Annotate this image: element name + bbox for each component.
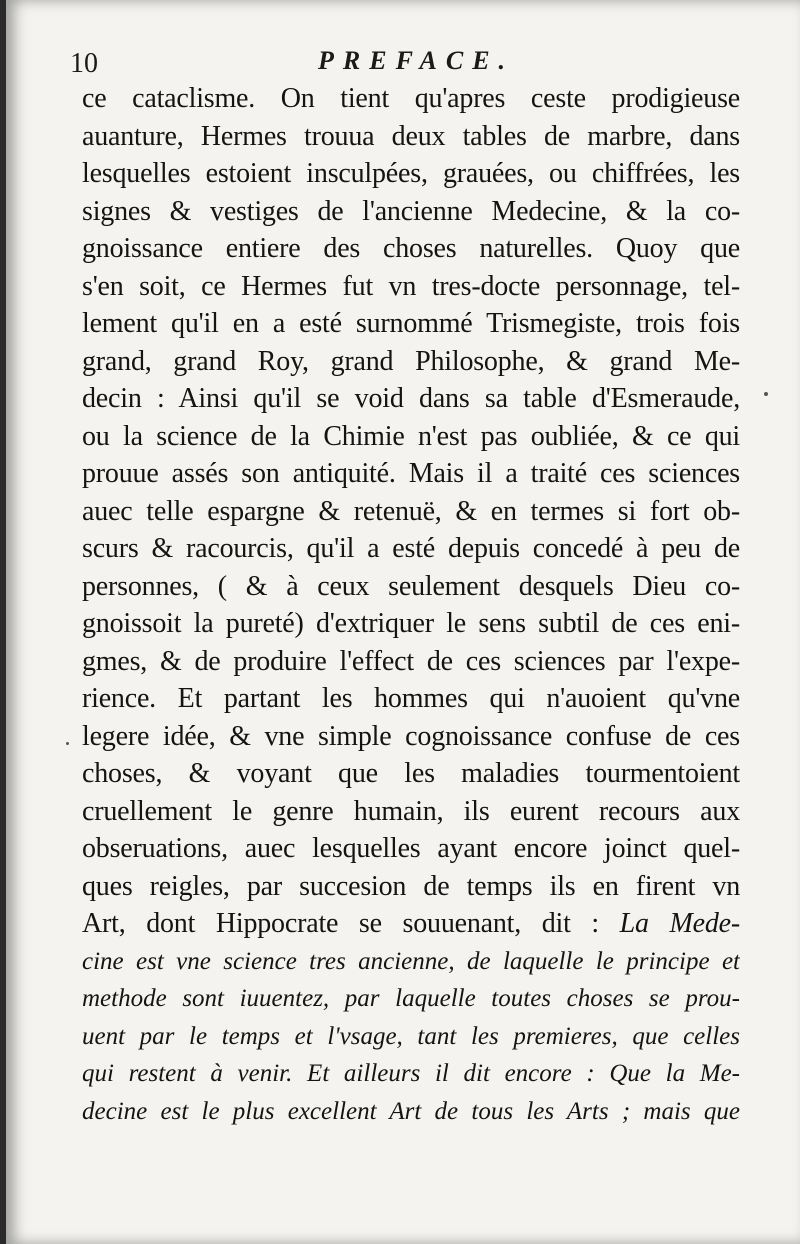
- text-line: gnoissance entiere des choses naturelles. Quoy que: [82, 233, 740, 264]
- text-line: grand, grand Roy, grand Philosophe, & grand Me-: [82, 345, 740, 377]
- text-line-roman: Art, dont Hippocrate se souuenant, dit :: [82, 908, 620, 939]
- text-line: decine est le plus excellent Art de tous les Arts ; mais que: [82, 1097, 740, 1125]
- text-line: ques reigles, par succesion de temps ils en firent vn: [82, 870, 740, 902]
- text-line: auec telle espargne & retenuë, & en termes si fort ob-: [82, 495, 740, 527]
- text-line: signes & vestiges de l'ancienne Medecine, & la co-: [82, 195, 740, 227]
- text-line: personnes, ( & à ceux seulement desquels Dieu co-: [82, 570, 740, 602]
- text-line: obseruations, auec lesquelles ayant encore joinct quel-: [82, 833, 740, 864]
- page-number: 10: [70, 48, 98, 79]
- text-line: cine est vne science tres ancienne, de laquelle le principe et: [82, 947, 740, 975]
- body-text: [82, 80, 740, 1130]
- text-line: lement qu'il en a esté surnommé Trismegiste, trois fois: [82, 308, 740, 339]
- text-line: decin : Ainsi qu'il se void dans sa table d'Esmeraude,: [82, 383, 740, 414]
- text-line: choses, & voyant que les maladies tourmentoient: [82, 758, 740, 789]
- text-line-italic: La Mede-: [619, 908, 740, 939]
- ink-speck: [764, 392, 768, 396]
- text-line: [82, 905, 740, 943]
- text-line: methode sont iuuentez, par laquelle toutes choses se prou-: [82, 985, 740, 1012]
- text-line: prouue assés son antiquité. Mais il a traité ces sciences: [82, 458, 740, 489]
- text-line: lesquelles estoient insculpées, grauées, ou chiffrées, les: [82, 158, 740, 189]
- book-page: [6, 0, 800, 1244]
- text-line: legere idée, & vne simple cognoissance confuse de ces: [82, 720, 740, 752]
- text-line: ce cataclisme. On tient qu'apres ceste prodigieuse: [82, 83, 740, 114]
- running-head: PREFACE.: [318, 46, 515, 75]
- text-line: cruellement le genre humain, ils eurent recours aux: [82, 795, 740, 827]
- ink-speck: [66, 742, 69, 745]
- page-header: [70, 44, 750, 80]
- text-line: gnoissoit la pureté) d'extriquer le sens subtil de ces eni-: [82, 608, 740, 639]
- text-line: rience. Et partant les hommes qui n'auoient qu'vne: [82, 683, 740, 714]
- text-line: auanture, Hermes trouua deux tables de marbre, dans: [82, 120, 740, 152]
- text-line: qui restent à venir. Et ailleurs il dit encore : Que la Me-: [82, 1060, 740, 1087]
- text-line: scurs & racourcis, qu'il a esté depuis concedé à peu de: [82, 533, 740, 564]
- text-line: uent par le temps et l'vsage, tant les premieres, que celles: [82, 1022, 740, 1050]
- text-line: s'en soit, ce Hermes fut vn tres-docte personnage, tel-: [82, 270, 740, 302]
- text-line: gmes, & de produire l'effect de ces sciences par l'expe-: [82, 645, 740, 677]
- text-line: ou la science de la Chimie n'est pas oubliée, & ce qui: [82, 420, 740, 452]
